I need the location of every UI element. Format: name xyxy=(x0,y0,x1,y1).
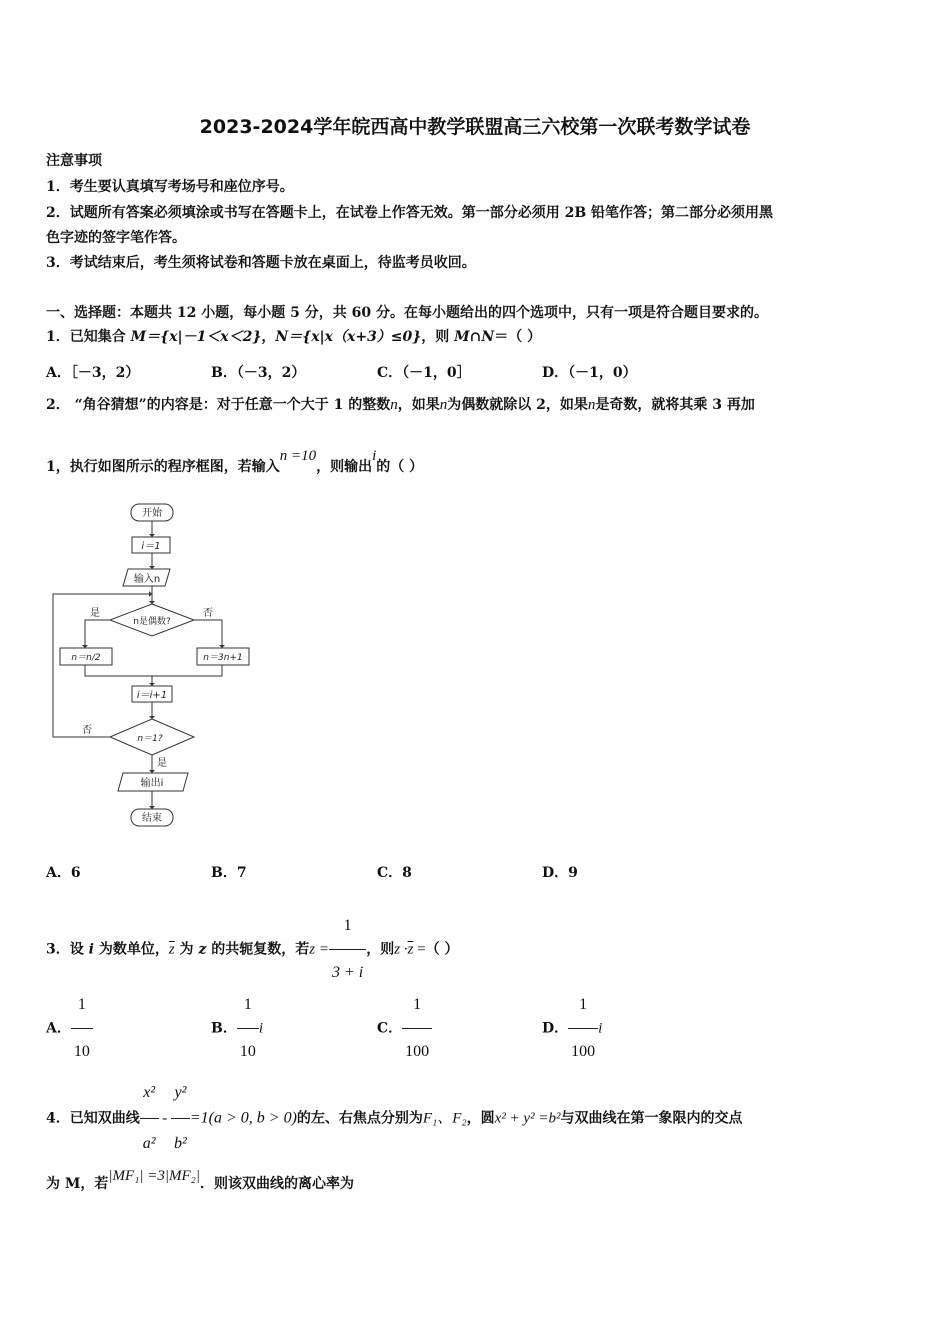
q1-option-c: C．（－1，0］ xyxy=(377,365,471,381)
q4-t1: 的左、右焦点分别为 xyxy=(296,1110,423,1127)
q3-option-c xyxy=(377,982,432,1075)
q4-y2: y² xyxy=(174,1084,187,1101)
q4-a2: a² xyxy=(140,1118,159,1169)
flow-init: i＝1 xyxy=(141,541,161,552)
q2-option-d: D．9 xyxy=(542,865,578,881)
q3-option-b-suffix: i xyxy=(258,1020,264,1037)
flow-end: 结束 xyxy=(142,813,162,824)
q3-zeq: z = xyxy=(309,941,329,958)
flow-cond1: n是偶数? xyxy=(133,617,171,627)
q2-part3: 为偶数就除以 2，如果 xyxy=(447,397,588,413)
q4-t3: 与双曲线在第一象限内的交点 xyxy=(560,1110,743,1127)
q1-option-a: A．［－3，2） xyxy=(46,365,140,381)
flow-yes1: 是 xyxy=(90,608,100,619)
q3-z: z xyxy=(198,941,207,958)
q2-part2: ，如果 xyxy=(397,397,440,413)
q3-option-b-num: 1 xyxy=(243,996,252,1013)
q3-option-d-label: D． xyxy=(542,1020,569,1037)
q2b-post: 的（ ） xyxy=(376,459,424,475)
q2b-out: i xyxy=(372,448,377,464)
q3-option-a-label: A． xyxy=(46,1020,71,1037)
flow-left: n＝n/2 xyxy=(71,653,101,663)
q3-t3: 的共轭复数，若 xyxy=(206,941,310,958)
q4-line2-post: ．则该双曲线的离心率为 xyxy=(200,1176,354,1192)
q3-option-c-den: 100 xyxy=(402,1028,432,1075)
q4-b2: b² xyxy=(171,1118,190,1169)
question-4-cont xyxy=(46,1164,354,1204)
flow-right: n＝3n+1 xyxy=(203,653,243,663)
q4-circle: x² + y² =b² xyxy=(494,1110,561,1127)
q1-option-b: B．（－3，2） xyxy=(211,365,306,381)
notice-item-3: 3．考试结束后，考生须将试卷和答题卡放在桌面上，待监考员收回。 xyxy=(46,255,476,271)
flow-increment: i＝i+1 xyxy=(136,690,168,701)
q3-t4: ，则 xyxy=(366,941,395,958)
q3-option-d xyxy=(542,982,602,1075)
flow-no2: 否 xyxy=(82,725,92,736)
q1-option-d: D．（－1，0） xyxy=(542,365,637,381)
q3-option-b xyxy=(211,982,263,1075)
q4-frac-x xyxy=(140,1068,159,1169)
section-1-heading: 一、选择题：本题共 12 小题，每小题 5 分，共 60 分。在每小题给出的四个选项中，只有一项是符合题目要求的。 xyxy=(46,305,768,321)
flow-input: 输入n xyxy=(133,574,161,585)
q3-pre: 3．设 xyxy=(46,941,89,958)
q1-expr: M∩N xyxy=(454,329,495,345)
q3-option-a-frac xyxy=(71,982,93,1075)
flow-yes2: 是 xyxy=(157,758,167,769)
flow-no1: 否 xyxy=(203,608,213,619)
q3-option-b-frac xyxy=(237,982,259,1075)
q1-set-m: M＝{x|－1＜x＜2} xyxy=(130,329,262,345)
q4-ratio: |MF₁| =3|MF₂| xyxy=(108,1168,200,1184)
q2-var-n3: n xyxy=(587,397,596,413)
q3-t1: 为数单位， xyxy=(93,941,169,958)
q1-sep: ， xyxy=(261,329,276,345)
q3-prod: z · xyxy=(394,941,408,958)
flow-output: 输出i xyxy=(140,778,164,789)
flow-cond2: n＝1? xyxy=(137,734,163,744)
q1-stem-pre: 1．已知集合 xyxy=(46,329,131,345)
q3-prod-bar: $\overline{z}$ xyxy=(407,941,414,958)
q3-zbar: $\overline{z}$ xyxy=(168,941,175,958)
notice-item-1: 1．考生要认真填写考场号和座位序号。 xyxy=(46,179,294,195)
q2-option-a: A．6 xyxy=(46,865,81,881)
q1-stem-post: ＝（ ） xyxy=(494,329,542,345)
q3-option-d-suffix: i xyxy=(598,1020,603,1037)
q2b-pre: 1，执行如图所示的程序框图，若输入 xyxy=(46,459,280,475)
notice-item-2: 2．试题所有答案必须填涂或书写在答题卡上，在试卷上作答无效。第一部分必须用 2B 铅笔作答；第二部分必须用黑 xyxy=(46,205,774,221)
notice-heading: 注意事项 xyxy=(46,153,102,169)
q4-cond: =1(a > 0, b > 0) xyxy=(189,1109,297,1127)
notice-item-2-cont: 色字迹的签字笔作答。 xyxy=(46,230,186,246)
q2-var-n2: n xyxy=(439,397,448,413)
exam-title: 2023-2024学年皖西高中教学联盟高三六校第一次联考数学试卷 xyxy=(199,116,751,138)
q1-set-n: N＝{x|x（x+3）≤0} xyxy=(275,329,422,345)
question-2-cont xyxy=(46,448,424,477)
q3-t5: （ ） xyxy=(425,941,459,958)
q3-option-c-frac xyxy=(402,982,432,1075)
q4-minus: - xyxy=(158,1110,172,1127)
q2b-mid: ，则输出 xyxy=(316,459,373,475)
q4-line2-pre: 为 M，若 xyxy=(46,1176,109,1192)
q3-frac-den: 3 + i xyxy=(329,949,366,996)
q3-option-a-num: 1 xyxy=(77,996,86,1013)
flowchart xyxy=(46,498,256,834)
q3-option-a xyxy=(46,982,93,1075)
q3-i: i xyxy=(88,941,94,958)
q3-option-b-label: B． xyxy=(211,1020,237,1037)
q3-t2: 为 xyxy=(174,941,199,958)
q2-var-n1: n xyxy=(390,397,398,413)
q4-pre: 4．已知双曲线 xyxy=(46,1110,140,1127)
q3-frac-num: 1 xyxy=(343,917,352,934)
q3-option-b-den: 10 xyxy=(237,1028,259,1075)
q2-part4: 是奇数，就将其乘 3 再加 xyxy=(595,397,755,413)
q2b-input: n =10 xyxy=(279,448,317,464)
question-1 xyxy=(46,327,541,347)
q3-option-d-frac xyxy=(568,982,598,1075)
q2-option-c: C．8 xyxy=(377,865,412,881)
q3-option-d-den: 100 xyxy=(568,1028,598,1075)
q3-option-c-label: C． xyxy=(377,1020,403,1037)
q3-fraction xyxy=(329,903,366,996)
question-2 xyxy=(46,395,755,415)
flow-start: 开始 xyxy=(142,508,162,519)
q2-part1: 2． “角谷猜想”的内容是：对于任意一个大于 1 的整数 xyxy=(46,397,391,413)
q4-frac-y xyxy=(171,1068,190,1169)
q3-option-a-den: 10 xyxy=(71,1028,93,1075)
q3-option-d-num: 1 xyxy=(579,996,588,1013)
q3-option-c-num: 1 xyxy=(413,996,422,1013)
question-4 xyxy=(46,1068,742,1169)
q3-prod-eq: = xyxy=(413,941,426,958)
q1-stem-mid: ，则 xyxy=(421,329,455,345)
q2-option-b: B．7 xyxy=(211,865,247,881)
q4-t2: ，圆 xyxy=(466,1110,495,1127)
q4-x2: x² xyxy=(143,1084,156,1101)
q4-foci: F₁、F₂ xyxy=(422,1110,467,1127)
